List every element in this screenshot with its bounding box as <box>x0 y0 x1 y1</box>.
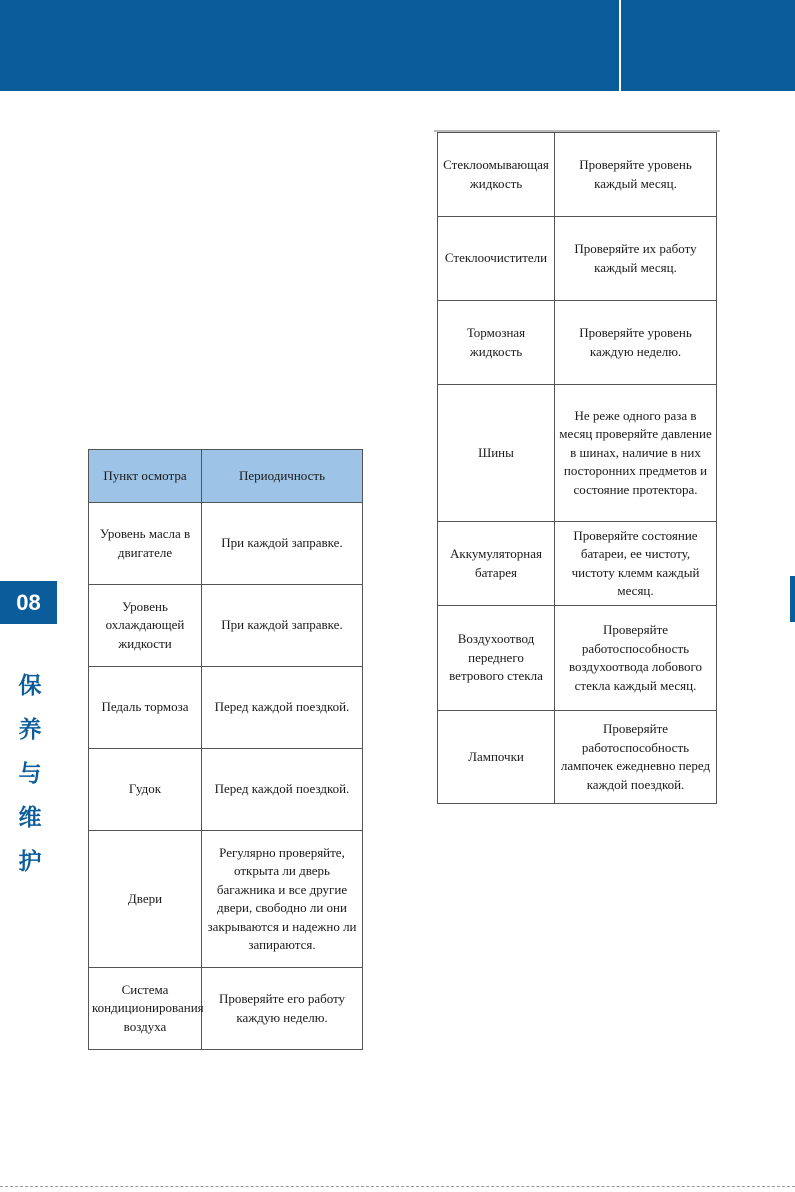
table-row <box>89 749 363 831</box>
item-cell: Стеклоомывающая жидкость <box>438 133 555 217</box>
item-cell: Уровень охлаждающей жидкости <box>89 585 202 667</box>
table-row <box>438 217 717 301</box>
item-cell: Воздухоотвод переднего ветрового стекла <box>438 606 555 711</box>
page-edge-marker <box>790 576 795 622</box>
item-cell: Гудок <box>89 749 202 831</box>
chapter-title-char: 保 <box>18 673 42 699</box>
period-cell: При каждой заправке. <box>202 585 363 667</box>
period-cell: Проверяйте работоспособность воздухоотвода лобового стекла каждый месяц. <box>555 606 717 711</box>
period-cell: Проверяйте работоспособность лампочек ежедневно перед каждой поездкой. <box>555 711 717 804</box>
header-item: Пункт осмотра <box>89 450 202 503</box>
table-row <box>89 667 363 749</box>
item-cell: Тормозная жидкость <box>438 301 555 385</box>
chapter-title-vertical <box>16 664 44 884</box>
table-row <box>438 522 717 606</box>
chapter-title-char: 养 <box>18 717 42 743</box>
table-row <box>89 503 363 585</box>
item-cell: Лампочки <box>438 711 555 804</box>
bottom-cut-line <box>0 1186 795 1187</box>
item-cell: Шины <box>438 385 555 522</box>
header-bar <box>0 0 795 91</box>
header-divider <box>619 0 621 91</box>
chapter-title-char: 与 <box>18 761 42 787</box>
table-row <box>89 831 363 968</box>
period-cell: Проверяйте уровень каждый месяц. <box>555 133 717 217</box>
table-header-row <box>89 450 363 503</box>
item-cell: Система кондиционирования воздуха <box>89 968 202 1050</box>
period-cell: Регулярно проверяйте, открыта ли дверь багажника и все другие двери, свободно ли они закрываются и надежно ли запираются. <box>202 831 363 968</box>
period-cell: Проверяйте его работу каждую неделю. <box>202 968 363 1050</box>
period-cell: Перед каждой поездкой. <box>202 749 363 831</box>
item-cell: Аккумуляторная батарея <box>438 522 555 606</box>
period-cell: Проверяйте их работу каждый месяц. <box>555 217 717 301</box>
table-row <box>438 133 717 217</box>
table-row <box>438 606 717 711</box>
chapter-number-tab: 08 <box>0 581 57 624</box>
item-cell: Стеклоочистители <box>438 217 555 301</box>
header-period: Периодичность <box>202 450 363 503</box>
inspection-table-right <box>437 132 717 804</box>
item-cell: Педаль тормоза <box>89 667 202 749</box>
item-cell: Уровень масла в двигателе <box>89 503 202 585</box>
chapter-title-char: 维 <box>18 805 42 831</box>
item-cell: Двери <box>89 831 202 968</box>
period-cell: Перед каждой поездкой. <box>202 667 363 749</box>
period-cell: Проверяйте состояние батареи, ее чистоту, чистоту клемм каждый месяц. <box>555 522 717 606</box>
period-cell: При каждой заправке. <box>202 503 363 585</box>
table-row <box>438 711 717 804</box>
table-row <box>438 301 717 385</box>
inspection-table-left <box>88 449 363 1050</box>
table-row <box>89 968 363 1050</box>
period-cell: Не реже одного раза в месяц проверяйте давление в шинах, наличие в них посторонних предметов и состояние протектора. <box>555 385 717 522</box>
table-row <box>438 385 717 522</box>
table-row <box>89 585 363 667</box>
chapter-title-char: 护 <box>18 849 42 875</box>
period-cell: Проверяйте уровень каждую неделю. <box>555 301 717 385</box>
